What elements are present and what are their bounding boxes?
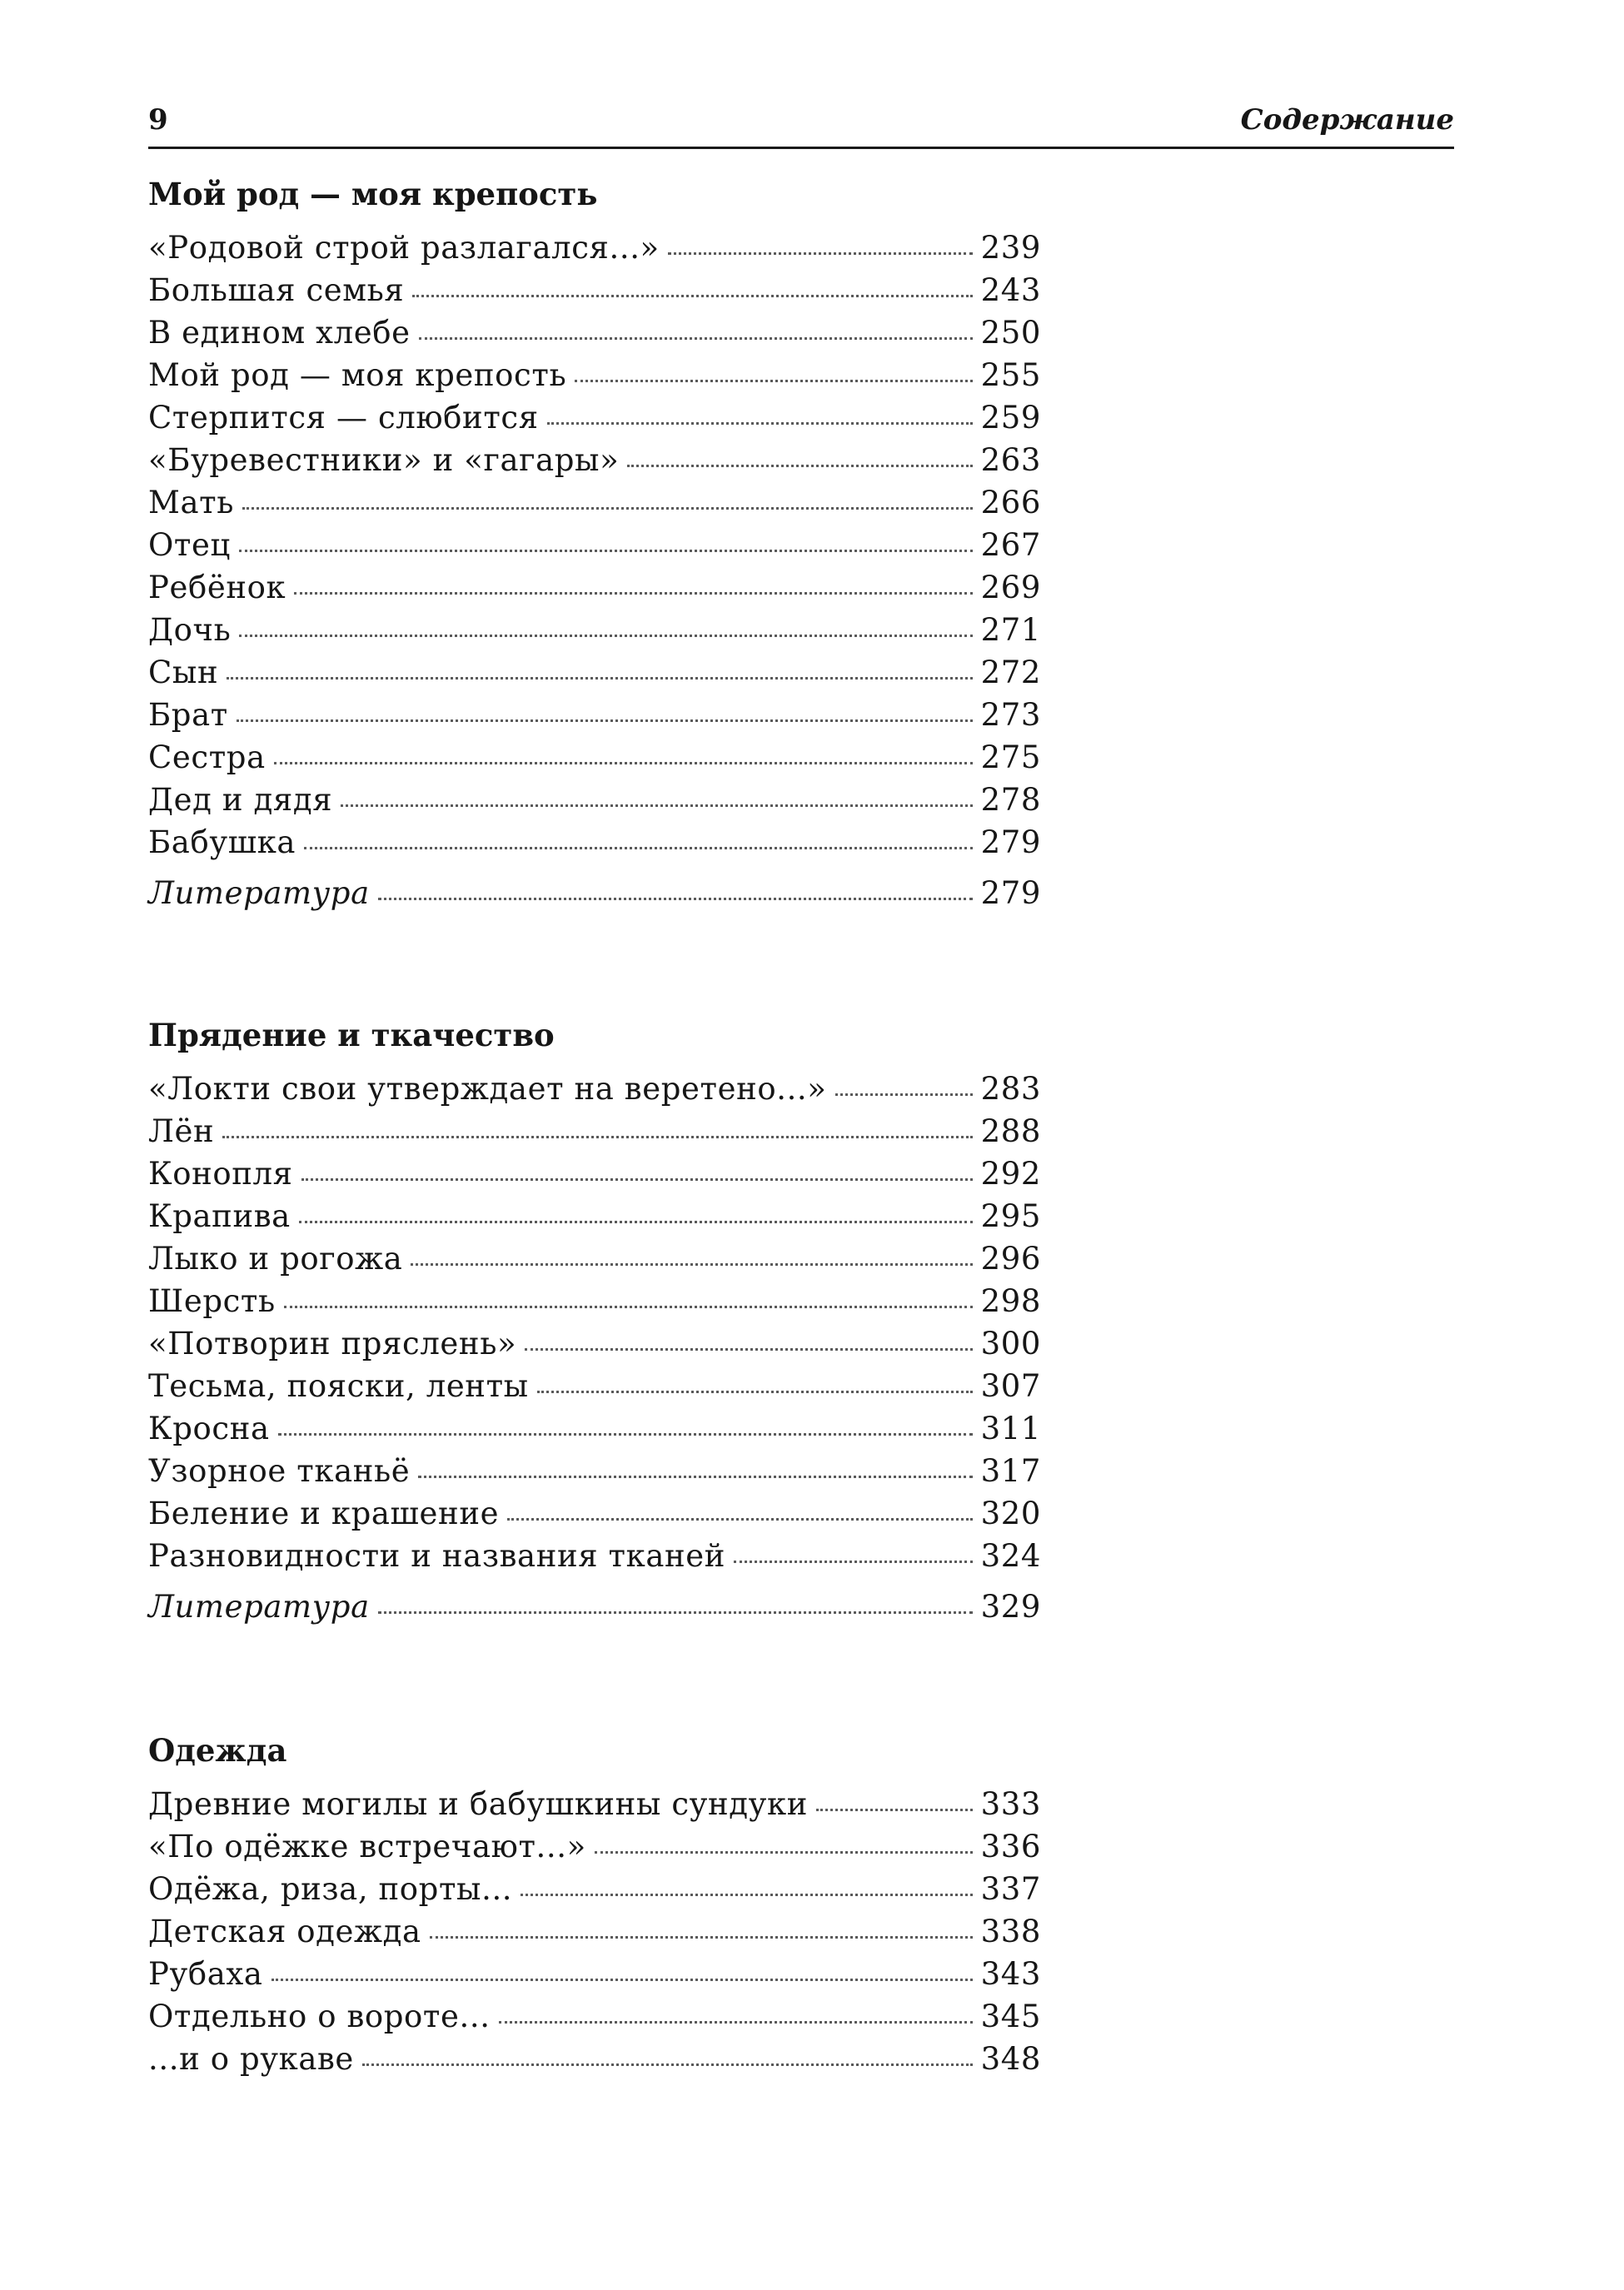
entry-page: 273 <box>980 697 1041 733</box>
section-title: Мой род — моя крепость <box>148 176 598 212</box>
dot-leader <box>278 1432 973 1436</box>
page-header <box>148 102 1454 149</box>
entry-page: 298 <box>980 1283 1041 1319</box>
dot-leader <box>341 804 972 807</box>
toc-entry[interactable] <box>148 1450 1041 1492</box>
toc-section-clothing <box>148 1730 1041 2080</box>
entry-page: 275 <box>980 739 1041 775</box>
toc-entry[interactable] <box>148 1825 1041 1868</box>
entry-title: В едином хлебе <box>148 315 411 351</box>
dot-leader <box>547 421 973 425</box>
dot-leader <box>537 1390 973 1393</box>
entry-title: Лён <box>148 1113 215 1149</box>
entry-title: «Родовой строй разлагался...» <box>148 230 660 266</box>
toc-entry[interactable] <box>148 566 1041 609</box>
toc-entry[interactable] <box>148 1068 1041 1110</box>
entry-title: Отдельно о вороте... <box>148 1999 491 2034</box>
entry-page: 255 <box>980 357 1041 393</box>
running-title: Содержание <box>1240 103 1454 137</box>
toc-entry-literature[interactable] <box>148 1586 1041 1628</box>
dot-leader <box>816 1808 973 1811</box>
entry-page: 345 <box>980 1999 1041 2034</box>
dot-leader <box>222 1135 972 1138</box>
entry-title: Сын <box>148 655 219 690</box>
dot-leader <box>627 464 972 467</box>
entry-title: Литература <box>148 1589 370 1625</box>
entry-page: 336 <box>980 1829 1041 1864</box>
entry-page: 250 <box>980 315 1041 351</box>
toc-entry[interactable] <box>148 311 1041 354</box>
toc-entry[interactable] <box>148 1322 1041 1365</box>
entry-title: Брат <box>148 697 228 733</box>
toc-entry[interactable] <box>148 1953 1041 1995</box>
entry-title: ...и о рукаве <box>148 2041 354 2077</box>
toc-entry[interactable] <box>148 1365 1041 1407</box>
toc-entry[interactable] <box>148 609 1041 651</box>
entry-title: Отец <box>148 527 231 563</box>
toc-entry[interactable] <box>148 227 1041 269</box>
entry-page: 338 <box>980 1914 1041 1949</box>
entry-page: 269 <box>980 570 1041 605</box>
entry-title: Мой род — моя крепость <box>148 357 567 393</box>
entry-title: Дочь <box>148 612 232 648</box>
entry-page: 266 <box>980 485 1041 520</box>
dot-leader <box>419 336 973 340</box>
entry-page: 279 <box>980 875 1041 911</box>
toc-entry[interactable] <box>148 396 1041 439</box>
toc-entry[interactable] <box>148 269 1041 311</box>
dot-leader <box>734 1560 973 1563</box>
toc-entry-literature[interactable] <box>148 872 1041 914</box>
entry-page: 267 <box>980 527 1041 563</box>
toc-entry[interactable] <box>148 524 1041 566</box>
entry-page: 296 <box>980 1241 1041 1277</box>
dot-leader <box>430 1935 973 1939</box>
entry-title: Дед и дядя <box>148 782 333 818</box>
entry-title: Тесьма, пояски, ленты <box>148 1368 529 1404</box>
entry-title: Узорное тканьё <box>148 1453 411 1489</box>
toc-entry[interactable] <box>148 1195 1041 1237</box>
dot-leader <box>242 506 973 510</box>
entry-page: 263 <box>980 442 1041 478</box>
section-title: Прядение и ткачество <box>148 1017 555 1053</box>
dot-leader <box>271 1978 973 1981</box>
toc-entry[interactable] <box>148 354 1041 396</box>
toc-entry[interactable] <box>148 651 1041 694</box>
dot-leader <box>499 2020 973 2024</box>
toc-entry[interactable] <box>148 1535 1041 1577</box>
entry-page: 348 <box>980 2041 1041 2077</box>
toc-entry[interactable] <box>148 1110 1041 1152</box>
entry-title: «Буревестники» и «гагары» <box>148 442 620 478</box>
dot-leader <box>418 1475 972 1478</box>
entry-title: Литература <box>148 875 370 911</box>
toc-entry[interactable] <box>148 1280 1041 1322</box>
toc-entry[interactable] <box>148 439 1041 481</box>
toc-entry[interactable] <box>148 1868 1041 1910</box>
toc-entry[interactable] <box>148 779 1041 821</box>
dot-leader <box>304 846 973 849</box>
entry-title: Мать <box>148 485 234 520</box>
toc-entry[interactable] <box>148 481 1041 524</box>
toc-entry[interactable] <box>148 694 1041 736</box>
dot-leader <box>507 1517 973 1521</box>
dot-leader <box>237 719 973 722</box>
entry-page: 295 <box>980 1198 1041 1234</box>
entry-page: 292 <box>980 1156 1041 1192</box>
entry-page: 300 <box>980 1326 1041 1362</box>
toc-entry[interactable] <box>148 2038 1041 2080</box>
toc-entry[interactable] <box>148 1995 1041 2038</box>
entry-title: Конопля <box>148 1156 293 1192</box>
dot-leader <box>412 294 972 297</box>
toc-entry[interactable] <box>148 1152 1041 1195</box>
entry-title: Беление и крашение <box>148 1496 500 1531</box>
page-number: 9 <box>148 103 168 137</box>
entry-title: «Локти свои утверждает на веретено...» <box>148 1071 827 1107</box>
entry-title: Бабушка <box>148 824 296 860</box>
entry-page: 329 <box>980 1589 1041 1625</box>
dot-leader <box>239 549 973 552</box>
toc-entry[interactable] <box>148 821 1041 864</box>
entry-page: 311 <box>980 1411 1041 1446</box>
toc-entry[interactable] <box>148 1783 1041 1825</box>
dot-leader <box>274 761 973 764</box>
dot-leader <box>294 591 972 595</box>
entry-page: 278 <box>980 782 1041 818</box>
entry-page: 283 <box>980 1071 1041 1107</box>
dot-leader <box>575 379 972 382</box>
entry-title: Рубаха <box>148 1956 263 1992</box>
entry-page: 337 <box>980 1871 1041 1907</box>
entry-page: 324 <box>980 1538 1041 1574</box>
entry-title: «Потворин пряслень» <box>148 1326 517 1362</box>
entry-title: Шерсть <box>148 1283 276 1319</box>
dot-leader <box>525 1347 972 1351</box>
entry-page: 239 <box>980 230 1041 266</box>
section-title: Одежда <box>148 1732 287 1769</box>
entry-title: Ребёнок <box>148 570 286 605</box>
dot-leader <box>227 676 972 680</box>
entry-page: 307 <box>980 1368 1041 1404</box>
dot-leader <box>378 897 973 900</box>
dot-leader <box>301 1177 973 1181</box>
entry-title: Кросна <box>148 1411 270 1446</box>
entry-title: Разновидности и названия тканей <box>148 1538 726 1574</box>
entry-title: Детская одежда <box>148 1914 421 1949</box>
entry-page: 243 <box>980 272 1041 308</box>
toc-entry[interactable] <box>148 1492 1041 1535</box>
entry-page: 320 <box>980 1496 1041 1531</box>
entry-page: 288 <box>980 1113 1041 1149</box>
dot-leader <box>595 1850 973 1854</box>
dot-leader <box>378 1610 973 1614</box>
entry-title: Стерпится — слюбится <box>148 400 539 436</box>
entry-title: Большая семья <box>148 272 405 308</box>
toc-section-family <box>148 173 1041 914</box>
entry-page: 271 <box>980 612 1041 648</box>
dot-leader <box>835 1093 973 1096</box>
toc-entry[interactable] <box>148 1910 1041 1953</box>
entry-title: Лыко и рогожа <box>148 1241 403 1277</box>
dot-leader <box>521 1893 972 1896</box>
entry-page: 343 <box>980 1956 1041 1992</box>
dot-leader <box>299 1220 973 1223</box>
entry-page: 317 <box>980 1453 1041 1489</box>
entry-title: Крапива <box>148 1198 291 1234</box>
toc-entry[interactable] <box>148 1237 1041 1280</box>
entry-page: 259 <box>980 400 1041 436</box>
toc-section-spinning <box>148 1014 1041 1628</box>
dot-leader <box>284 1305 973 1308</box>
entry-page: 279 <box>980 824 1041 860</box>
entry-title: Одёжа, риза, порты... <box>148 1871 513 1907</box>
dot-leader <box>362 2063 973 2066</box>
dot-leader <box>411 1262 972 1266</box>
entry-title: «По одёжке встречают...» <box>148 1829 586 1864</box>
entry-title: Сестра <box>148 739 266 775</box>
dot-leader <box>239 634 972 637</box>
entry-title: Древние могилы и бабушкины сундуки <box>148 1786 809 1822</box>
toc-entry[interactable] <box>148 1407 1041 1450</box>
entry-page: 272 <box>980 655 1041 690</box>
dot-leader <box>668 251 973 255</box>
entry-page: 333 <box>980 1786 1041 1822</box>
toc-entry[interactable] <box>148 736 1041 779</box>
